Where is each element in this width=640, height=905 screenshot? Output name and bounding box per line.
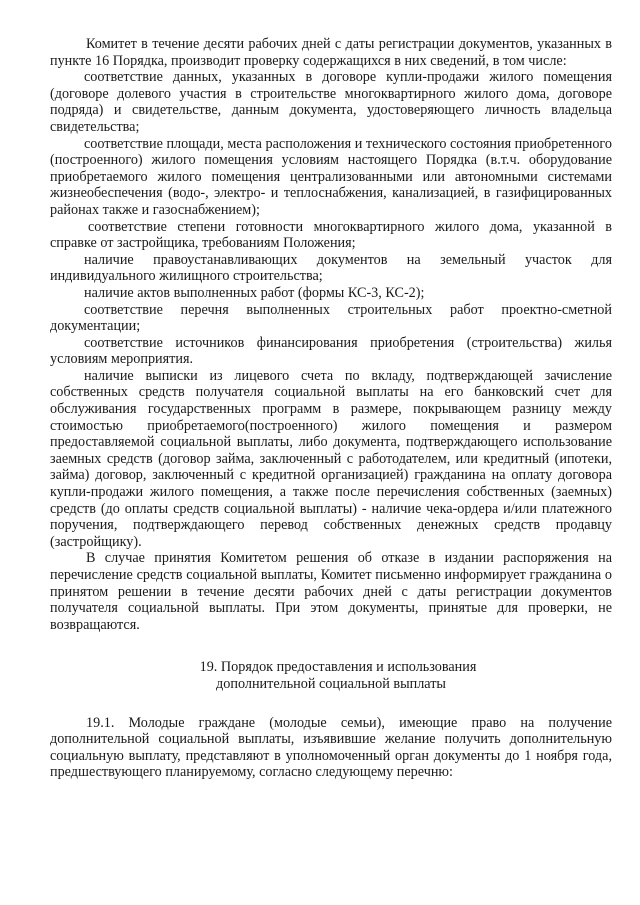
paragraph-funding-sources: соответствие источников финансирования приобретения (строительства) жилья условиям мероприятия. bbox=[50, 334, 612, 368]
paragraph-refusal-decision: В случае принятия Комитетом решения об отказе в издании распоряжения на перечисление средств социальной выплаты, Комитет письменно информирует гражданина о принятом решении в течение десяти рабочих дней с даты регистрации документов получателя социальной выплаты. При этом документы, принятые для проверки, не возвращаются. bbox=[50, 550, 612, 633]
paragraph-works-list: соответствие перечня выполненных строительных работ проектно-сметной документации; bbox=[50, 301, 612, 335]
paragraph-area-compliance: соответствие площади, места расположения и технического состояния приобретенного (построенного) жилого помещения условиям настоящего Порядка (в.т.ч. оборудование приобретаемого жилого помещения централизованными или автономными системами жизнеобеспечения (водо-, электро- и теплоснабжения, канализацией, в газифицированных районах также и газоснабжением); bbox=[50, 135, 612, 218]
section-heading bbox=[50, 659, 612, 692]
paragraph-readiness-compliance: соответствие степени готовности многоквартирного жилого дома, указанной в справке от застройщика, требованиям Положения; bbox=[50, 218, 612, 252]
paragraph-work-acts: наличие актов выполненных работ (формы КС-3, КС-2); bbox=[84, 284, 425, 301]
paragraph-land-documents: наличие правоустанавливающих документов на земельный участок для индивидуального жилищного строительства; bbox=[50, 251, 612, 285]
section-heading-line-2: дополнительной социальной выплаты bbox=[216, 675, 446, 692]
paragraph-account-statement: наличие выписки из лицевого счета по вкладу, подтверждающей зачисление собственных средств получателя социальной выплаты на его банковский счет для обслуживания государственных программ в размере, покрывающем разницу между стоимостью приобретаемого(построенного) жилого помещения и размером предоставляемой социальной выплаты, либо документа, подтверждающего использование заемных средств (договор займа, заключенный с работодателем, или кредитный (ипотеки, займа) договор, заключенный с кредитной организацией) гражданина на оплату договора купли-продажи жилого помещения, а также после перечисления собственных (заемных) средств (до оплаты средств социальной выплаты) - наличие чека-ордера и/или платежного поручения, подтверждающего перевод собственных денежных средств продавцу (застройщику). bbox=[50, 367, 612, 550]
section-heading-line-1: 19. Порядок предоставления и использования bbox=[199, 659, 477, 676]
paragraph-data-compliance: соответствие данных, указанных в договоре купли-продажи жилого помещения (договоре долевого участия в строительстве многоквартирного жилого дома, договоре подряда) и свидетельстве, данным документа, удостоверяющего личность владельца свидетельства; bbox=[50, 69, 612, 135]
paragraph-19-1: 19.1. Молодые граждане (молодые семьи), имеющие право на получение дополнительной социальной выплаты, изъявившие желание получить дополнительную социальную выплату, представляют в уполномоченный орган документы до 1 ноября года, предшествующего планируемому, согласно следующему перечню: bbox=[50, 714, 612, 781]
paragraph-committee-check: Комитет в течение десяти рабочих дней с даты регистрации документов, указанных в пункте 16 Порядка, производит проверку содержащихся в них сведений, в том числе: bbox=[50, 36, 612, 69]
